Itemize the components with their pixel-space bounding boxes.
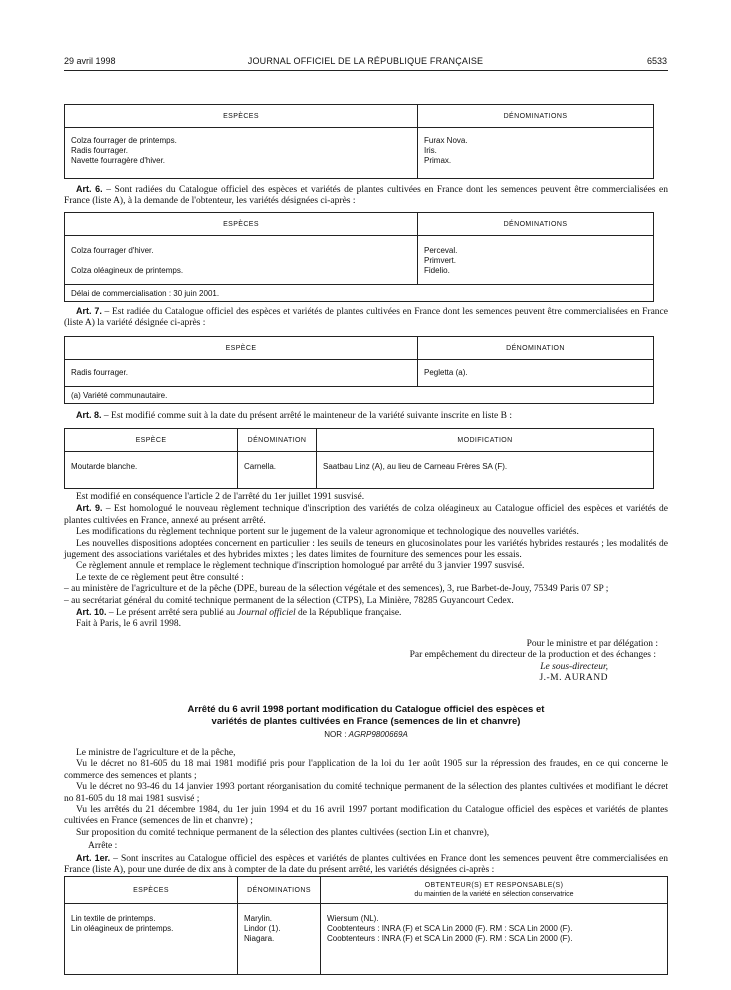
article-6 <box>64 184 668 208</box>
table-row-denomination: Lindor (1). <box>244 924 281 933</box>
article-text: de la République française. <box>295 608 402 619</box>
article-text: – Sont inscrites au Catalogue officiel des espèces et variétés de plantes cultivées en France dont les semences peuvent être commercialisées en France (liste A), pour une durée de dix ans à compter de la date du présent arrêté, les variétés désignées ci-après : <box>64 853 668 876</box>
espece-cell: Moutarde blanche. <box>65 452 238 489</box>
signature-line: Le sous-directeur, <box>540 661 608 672</box>
denominations-cell <box>418 236 654 285</box>
article-label: Art. 1er. <box>76 852 111 863</box>
title-line: Arrêté du 6 avril 1998 portant modification du Catalogue officiel des espèces et <box>187 704 545 715</box>
table-row-denomination: Niagara. <box>244 934 275 943</box>
col-header-denomination: DÉNOMINATION <box>418 337 654 360</box>
modification-cell: Saatbau Linz (A), au lieu de Carneau Frères SA (F). <box>317 452 654 489</box>
col-header-obtenteurs <box>321 877 668 904</box>
table-note: (a) Variété communautaire. <box>65 387 654 404</box>
table-row-denomination: Fidelio. <box>424 266 450 275</box>
paragraph: Les modifications du règlement technique portent sur le jugement de la valeur agronomique et technologique des nouvelles variétés. <box>76 527 579 538</box>
col-header-denominations: DÉNOMINATIONS <box>238 877 321 904</box>
table-row-denomination: Primvert. <box>424 256 456 265</box>
article-7 <box>64 306 668 330</box>
table-row-obtenteur: Coobtenteurs : INRA (F) et SCA Lin 2000 (F). RM : SCA Lin 2000 (F). <box>327 934 573 943</box>
paragraph: Ce règlement annule et remplace le règlement technique d'inscription homologué par arrêté du 3 janvier 1997 susvisé. <box>76 561 525 572</box>
article-1 <box>64 853 668 877</box>
col-header-line: du maintien de la variété en sélection conservatrice <box>414 891 574 898</box>
body-text <box>64 492 668 685</box>
col-header-denominations: DÉNOMINATIONS <box>418 213 654 236</box>
issue-date: 29 avril 1998 <box>64 56 116 66</box>
article-label: Art. 6. <box>76 184 103 194</box>
col-header-espece: ESPÈCE <box>65 429 238 452</box>
signatory: J.-M. AURAND <box>539 673 608 684</box>
table-row-denomination: Primax. <box>424 156 452 165</box>
denomination-cell: Pegletta (a). <box>418 360 654 387</box>
denominations-cell <box>418 128 654 179</box>
article-label: Art. 7. <box>76 306 102 316</box>
table-row-espece: Lin textile de printemps. <box>71 914 156 923</box>
table-row-espece: Colza oléagineux de printemps. <box>71 266 184 275</box>
paragraph: Les nouvelles dispositions adoptées concernent en particulier : les seuils de teneurs en glucosinolates pour les variétés hybrides restaurés ; les modalités de jugement des associations variétales et des hybrides mixtes ; les dates limites de fourniture des semences pour les essais. <box>64 538 668 561</box>
paragraph: – au ministère de l'agriculture et de la pêche (DPE, bureau de la sélection végétale et des semences), 3, rue Barbet-de-Jouy, 75349 Paris 07 SP ; <box>64 584 609 595</box>
header-rule <box>64 70 668 71</box>
article-text: – Est modifié comme suit à la date du présent arrêté le mainteneur de la variété suivante inscrite en liste B : <box>101 411 512 421</box>
col-header-denomination: DÉNOMINATION <box>238 429 317 452</box>
col-header-line: OBTENTEUR(S) ET RESPONSABLE(S) <box>424 882 564 889</box>
table-varieties-3 <box>64 336 654 404</box>
especes-cell <box>65 904 238 975</box>
col-header-espece: ESPÈCE <box>65 337 418 360</box>
col-header-modification: MODIFICATION <box>317 429 654 452</box>
article-label: Art. 10. <box>76 607 107 618</box>
col-header-especes: ESPÈCES <box>65 877 238 904</box>
journal-name: Journal officiel <box>237 608 296 619</box>
table-row-obtenteur: Coobtenteurs : INRA (F) et SCA Lin 2000 (F). RM : SCA Lin 2000 (F). <box>327 924 573 933</box>
nor-reference <box>64 730 668 739</box>
paragraph: Fait à Paris, le 6 avril 1998. <box>76 619 182 630</box>
paragraph: – au secrétariat général du comité technique permanent de la sélection (CTPS), La Minière, 78285 Guyancourt Cedex. <box>64 595 514 606</box>
table-row-denomination: Marylin. <box>244 914 273 923</box>
table-row-espece: Colza fourrager d'hiver. <box>71 246 154 255</box>
article-9 <box>64 503 668 527</box>
table-row-espece: Radis fourrager. <box>71 146 128 155</box>
table-row-denomination: Perceval. <box>424 246 458 255</box>
article-10 <box>64 607 668 619</box>
article-text: – Est radiée du Catalogue officiel des espèces et variétés de plantes cultivées en France dont les semences peuvent être commercialisées en France (liste A) la variété désignée ci-après : <box>64 307 668 329</box>
table-row-denomination: Iris. <box>424 146 437 155</box>
article-text: – Sont radiées du Catalogue officiel des espèces et variétés de plantes cultivées en France dont les semences peuvent être commercialisées en France (liste A), à la demande de l'obtenteur, les variétés désignées ci-après : <box>64 185 668 207</box>
table-row-denomination: Furax Nova. <box>424 136 468 145</box>
table-row-espece: Colza fourrager de printemps. <box>71 136 177 145</box>
signature-line: Par empêchement du directeur de la production et des échanges : <box>409 650 656 661</box>
col-header-especes: ESPÈCES <box>65 213 418 236</box>
especes-cell <box>65 128 418 179</box>
journal-title: JOURNAL OFFICIEL DE LA RÉPUBLIQUE FRANÇAISE <box>247 56 484 66</box>
table-note: Délai de commercialisation : 30 juin 2001. <box>65 285 654 302</box>
nor-label: NOR : <box>324 730 349 739</box>
col-header-especes: ESPÈCES <box>65 105 418 128</box>
denominations-cell <box>238 904 321 975</box>
col-header-denominations: DÉNOMINATIONS <box>418 105 654 128</box>
especes-cell <box>65 236 418 285</box>
table-row-espece: Navette fourragère d'hiver. <box>71 156 166 165</box>
denomination-cell: Carnella. <box>238 452 317 489</box>
table-maintainer <box>64 428 654 489</box>
nor-code: AGRP9800669A <box>348 730 408 739</box>
table-row-espece: Lin oléagineux de printemps. <box>71 924 174 933</box>
espece-cell: Radis fourrager. <box>65 360 418 387</box>
table-lin-varieties <box>64 876 668 975</box>
paragraph: Sur proposition du comité technique permanent de la sélection des plantes cultivées (section Lin et chanvre), <box>76 827 490 838</box>
paragraph: Vu le décret no 81-605 du 18 mai 1981 modifié pris pour l'application de la loi du 1er août 1905 sur la répression des fraudes, en ce qui concerne le commerce des semences et plants ; <box>64 759 668 781</box>
table-varieties-2 <box>64 212 654 302</box>
signature-line: Pour le ministre et par délégation : <box>526 638 658 649</box>
paragraph: Arrête : <box>88 841 118 852</box>
article-label: Art. 8. <box>76 410 102 420</box>
page-number: 6533 <box>646 56 667 66</box>
arrete-title <box>64 704 668 727</box>
article-8 <box>64 410 668 422</box>
article-label: Art. 9. <box>76 503 103 514</box>
table-row-obtenteur: Wiersum (NL). <box>327 914 379 923</box>
obtenteurs-cell <box>321 904 668 975</box>
arrete-body <box>64 748 668 876</box>
paragraph: Vu le décret no 93-46 du 14 janvier 1993 portant réorganisation du comité technique permanent de la sélection des plantes cultivées et modifiant le décret no 81-605 du 18 mai 1981 susvisé ; <box>64 782 668 804</box>
article-text: – Est homologué le nouveau règlement technique d'inscription des variétés de colza oléagineux au Catalogue officiel des espèces et variétés de plantes cultivées en France, annexé au présent arrêté. <box>64 504 668 526</box>
paragraph: Vu les arrêtés du 21 décembre 1984, du 1er juin 1994 et du 16 avril 1997 portant modification du Catalogue officiel des espèces et variétés de plantes cultivées en France (semences de lin et chanvre) ; <box>64 805 668 827</box>
table-varieties-1 <box>64 104 654 179</box>
paragraph: Est modifié en conséquence l'article 2 de l'arrêté du 1er juillet 1991 susvisé. <box>76 492 365 502</box>
title-line: variétés de plantes cultivées en France (semences de lin et chanvre) <box>211 715 521 727</box>
article-text: – Le présent arrêté sera publié au <box>106 608 238 619</box>
paragraph: Le ministre de l'agriculture et de la pêche, <box>76 748 236 758</box>
paragraph: Le texte de ce règlement peut être consulté : <box>76 572 244 583</box>
